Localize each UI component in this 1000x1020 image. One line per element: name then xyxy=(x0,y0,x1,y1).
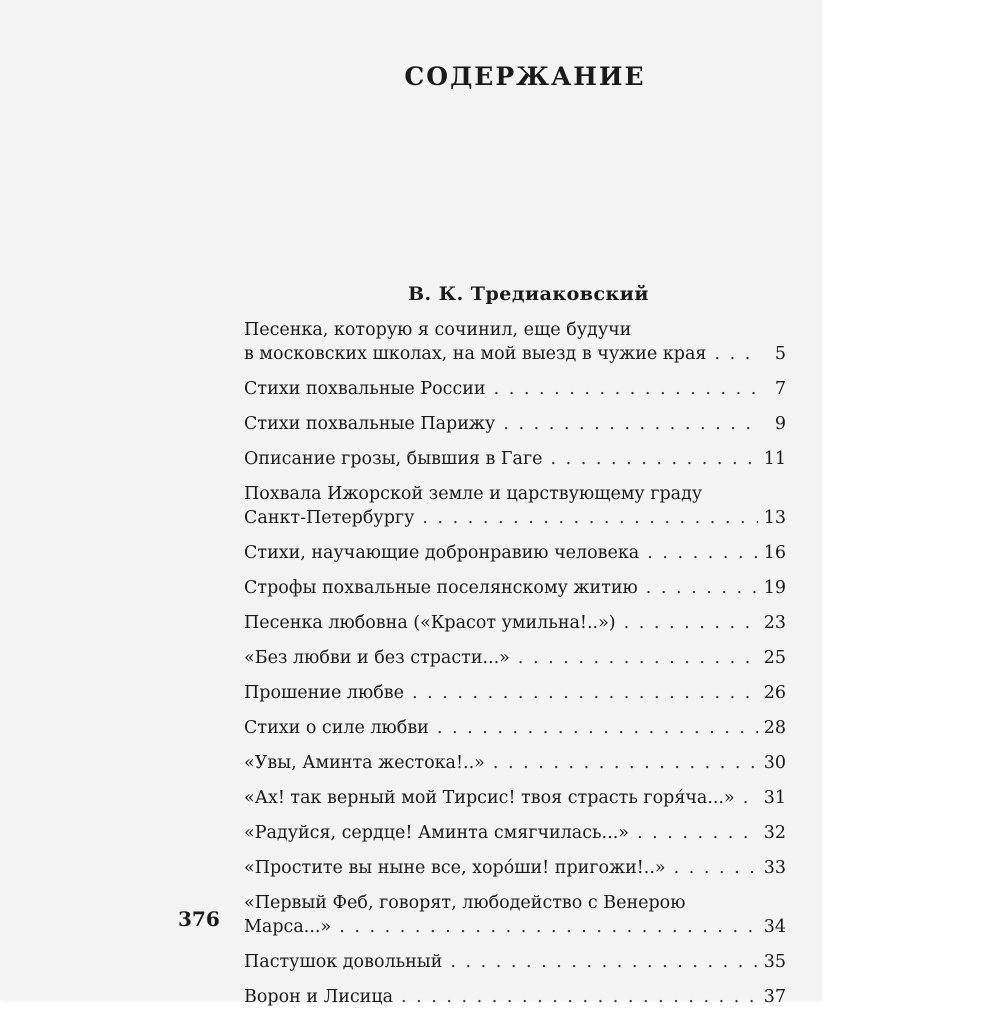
toc-entry xyxy=(244,985,786,1009)
toc-entry-title: Стихи, научающие добронравию человека xyxy=(244,543,640,563)
toc-entry-page: 35 xyxy=(763,952,786,972)
dot-leader xyxy=(637,821,758,845)
toc-entry-title: Прошение любве xyxy=(244,683,404,703)
dot-leader xyxy=(647,541,757,565)
toc-entry-title: Пастушок довольный xyxy=(244,952,443,972)
toc-entry xyxy=(244,891,786,939)
contents-heading: СОДЕРЖАНИЕ xyxy=(404,62,646,91)
toc-entry-page: 34 xyxy=(763,917,786,937)
dot-leader xyxy=(550,447,757,471)
toc-entry-page: 26 xyxy=(763,683,786,703)
toc-entry-page: 30 xyxy=(763,753,786,773)
toc-entry xyxy=(244,482,786,530)
toc-entry xyxy=(244,751,786,775)
toc-entry-page: 5 xyxy=(774,344,786,364)
toc-entry xyxy=(244,611,786,635)
toc-entry-title: «Ах! так верный мой Тирсис! твоя страсть горя́ча...» xyxy=(244,788,735,808)
toc-entry-page: 23 xyxy=(763,613,786,633)
toc-entry-page: 37 xyxy=(763,987,786,1007)
toc-entry-page: 25 xyxy=(763,648,786,668)
toc-entry-title-line: Марса...» xyxy=(244,917,332,937)
dot-leader xyxy=(503,412,758,436)
dot-leader xyxy=(714,342,758,366)
dot-leader xyxy=(437,716,758,740)
toc-entry-title: Описание грозы, бывшия в Гаге xyxy=(244,449,543,469)
toc-entry-page: 7 xyxy=(774,379,786,399)
dot-leader xyxy=(450,950,757,974)
toc-entry-title: «Без любви и без страсти...» xyxy=(244,648,510,668)
toc-entry-title: Стихи похвальные России xyxy=(244,379,486,399)
toc-entry-page: 32 xyxy=(763,823,786,843)
dot-leader xyxy=(624,611,758,635)
toc-entry-title: Ворон и Лисица xyxy=(244,987,394,1007)
dot-leader xyxy=(743,786,758,810)
toc-entry xyxy=(244,318,786,366)
toc-entry-title: «Увы, Аминта жестока!..» xyxy=(244,753,485,773)
toc-entry-page: 9 xyxy=(774,414,786,434)
dot-leader xyxy=(493,751,758,775)
toc-entry-title: «Радуйся, сердце! Аминта смягчилась...» xyxy=(244,823,629,843)
toc-entry-title-line: «Первый Феб, говорят, любодейство с Венерою xyxy=(244,893,686,913)
toc-entry xyxy=(244,646,786,670)
toc-entry xyxy=(244,786,786,810)
background-margin xyxy=(822,0,1000,1000)
toc-entry xyxy=(244,856,786,880)
toc-entry xyxy=(244,950,786,974)
toc-entry xyxy=(244,447,786,471)
dot-leader xyxy=(518,646,758,670)
toc-entry xyxy=(244,576,786,600)
toc-entry-page: 11 xyxy=(763,449,786,469)
toc-entry xyxy=(244,716,786,740)
toc-entry xyxy=(244,541,786,565)
toc-entry-title-line: в московских школах, на мой выезд в чужие края xyxy=(244,344,707,364)
toc-entry xyxy=(244,377,786,401)
toc-entry xyxy=(244,412,786,436)
toc-entry-page: 33 xyxy=(763,858,786,878)
table-of-contents xyxy=(244,318,786,1020)
toc-entry xyxy=(244,821,786,845)
toc-entry-title: Строфы похвальные поселянскому житию xyxy=(244,578,638,598)
toc-entry-page: 13 xyxy=(763,508,786,528)
dot-leader xyxy=(339,915,758,939)
toc-entry xyxy=(244,681,786,705)
toc-entry-title: Стихи о силе любви xyxy=(244,718,429,738)
toc-entry-page: 31 xyxy=(763,788,786,808)
toc-entry-title: «Простите вы ныне все, хоро́ши! пригожи!..» xyxy=(244,858,666,878)
toc-entry-title-line: Санкт-Петербургу xyxy=(244,508,415,528)
page-number: 376 xyxy=(178,907,220,931)
toc-entry-title-line: Песенка, которую я сочинил, еще будучи xyxy=(244,320,632,340)
dot-leader xyxy=(494,377,758,401)
toc-entry-title-line: Похвала Ижорской земле и царствующему граду xyxy=(244,484,703,504)
dot-leader xyxy=(646,576,758,600)
toc-entry-page: 16 xyxy=(763,543,786,563)
author-heading: В. К. Тредиаковский xyxy=(408,283,649,305)
toc-entry-title: Песенка любовна («Красот умильна!..») xyxy=(244,613,616,633)
dot-leader xyxy=(401,985,758,1009)
dot-leader xyxy=(412,681,758,705)
toc-entry-page: 28 xyxy=(763,718,786,738)
toc-entry-page: 19 xyxy=(763,578,786,598)
toc-entry-title: Стихи похвальные Парижу xyxy=(244,414,496,434)
dot-leader xyxy=(674,856,758,880)
dot-leader xyxy=(422,506,757,530)
